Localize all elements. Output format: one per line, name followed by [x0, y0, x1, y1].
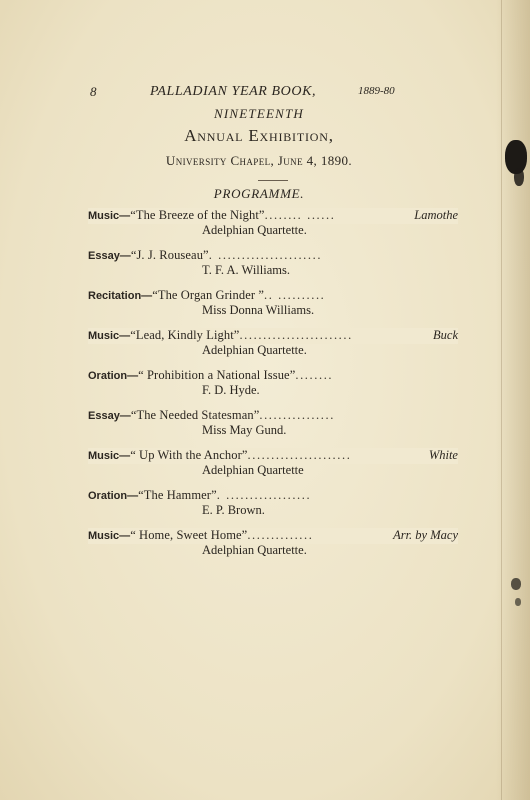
item-kind: Essay—: [88, 250, 131, 262]
program-item: [88, 528, 458, 568]
item-performer: E. P. Brown.: [202, 503, 265, 517]
program-item: [88, 488, 458, 528]
item-leaders: ........: [295, 368, 334, 382]
divider-rule: [258, 180, 288, 181]
page-number: 8: [90, 84, 97, 99]
item-kind: Oration—: [88, 490, 139, 502]
item-kind: Music—: [88, 450, 131, 462]
item-title: “The Breeze of the Night”: [130, 208, 265, 222]
item-kind: Music—: [88, 210, 131, 222]
ink-stain: [511, 578, 521, 590]
ink-stain: [514, 168, 524, 186]
item-performer: Adelphian Quartette.: [202, 343, 307, 357]
program-item: [88, 368, 458, 408]
running-title: PALLADIAN YEAR BOOK,: [150, 84, 317, 99]
item-kind: Recitation—: [88, 290, 153, 302]
item-performer: Adelphian Quartette: [202, 463, 304, 477]
item-leaders: ..............: [247, 528, 314, 542]
item-kind: Essay—: [88, 410, 131, 422]
item-title: “J. J. Rouseau”: [130, 248, 209, 262]
item-kind: Oration—: [88, 370, 139, 382]
item-title: “ Prohibition a National Issue”: [138, 368, 296, 382]
program-item: [88, 448, 458, 488]
item-performer: Miss Donna Williams.: [202, 303, 315, 317]
item-leaders: ................: [259, 408, 335, 422]
item-author: Buck: [433, 328, 458, 342]
item-leaders: . ..................: [216, 488, 312, 502]
item-performer: F. D. Hyde.: [202, 383, 260, 397]
running-years: 1889-80: [358, 85, 395, 97]
program-item: [88, 208, 458, 248]
heading-annual-exhibition: Annual Exhibition,: [184, 126, 334, 145]
heading-nineteenth: NINETEENTH: [213, 106, 304, 121]
item-leaders: ......................: [247, 448, 352, 462]
item-kind: Music—: [88, 330, 131, 342]
item-leaders: . ......................: [208, 248, 323, 262]
item-performer: Adelphian Quartette.: [202, 543, 307, 557]
program-item: [88, 328, 458, 368]
item-performer: Adelphian Quartette.: [202, 223, 307, 237]
item-leaders: ........ ......: [264, 208, 336, 222]
item-leaders: .. ..........: [263, 288, 326, 302]
heading-location-date: University Chapel, June 4, 1890.: [165, 153, 353, 168]
item-title: “ Up With the Anchor”: [130, 448, 248, 462]
item-author: Lamothe: [414, 208, 458, 222]
item-title: “ Home, Sweet Home”: [130, 528, 248, 542]
item-performer: T. F. A. Williams.: [202, 263, 290, 277]
program-list: [88, 208, 458, 568]
item-title: “Lead, Kindly Light”: [130, 328, 240, 342]
item-author: White: [428, 448, 458, 462]
heading-programme: PROGRAMME.: [213, 186, 305, 201]
item-title: “The Needed Statesman”: [130, 408, 260, 422]
program-item: [88, 248, 458, 288]
program-item: [88, 408, 458, 448]
program-item: [88, 288, 458, 328]
running-header: [0, 84, 500, 104]
item-leaders: ........................: [239, 328, 353, 342]
item-kind: Music—: [88, 530, 131, 542]
item-title: “The Hammer”: [138, 488, 217, 502]
item-title: “The Organ Grinder ”: [152, 288, 264, 302]
ink-stain: [515, 598, 521, 606]
item-performer: Miss May Gund.: [202, 423, 287, 437]
item-author: Arr. by Macy: [393, 528, 458, 542]
